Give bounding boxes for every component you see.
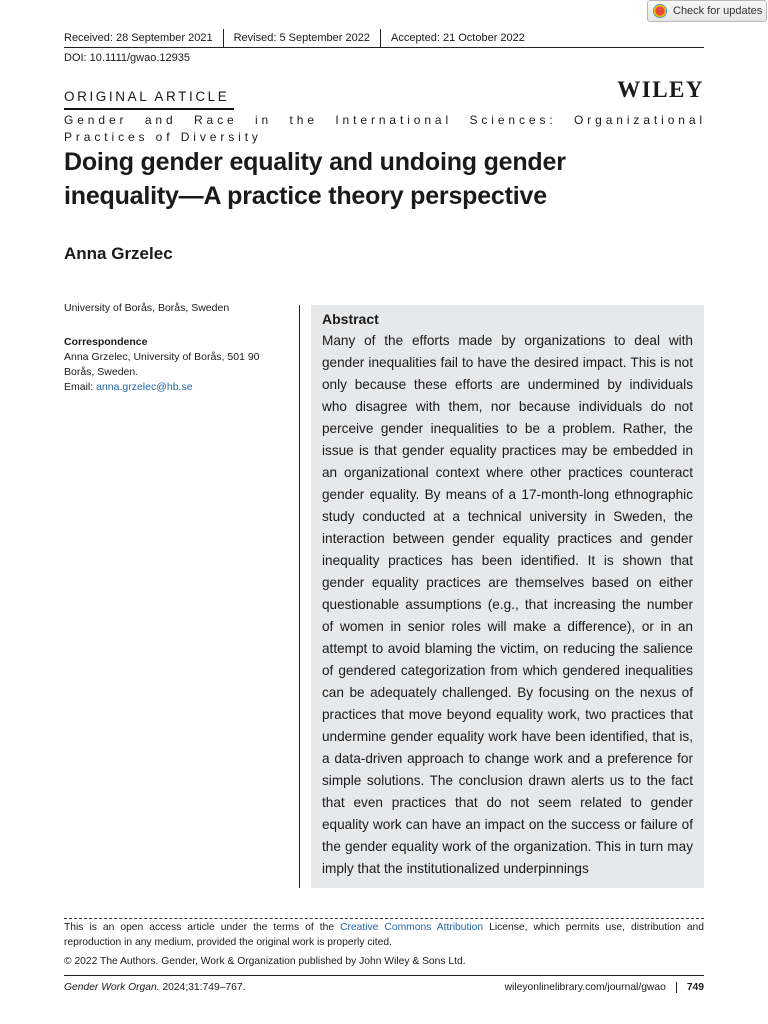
doi: DOI: 10.1111/gwao.12935 (64, 52, 190, 64)
received-date: Received: 28 September 2021 (64, 32, 213, 44)
correspondence-heading: Correspondence (64, 336, 148, 348)
license-after: License, which permits use, distribution and reproduction in any medium, provided the original work is properly cited. (64, 922, 704, 948)
license-divider (64, 918, 704, 919)
footer-citation (64, 982, 245, 993)
article-title (64, 145, 684, 213)
journal-abbrev: Gender Work Organ. (64, 982, 160, 993)
citation-info: 2024;31:749–767. (159, 982, 246, 993)
crossmark-icon (653, 4, 667, 18)
affiliation: University of Borås, Borås, Sweden (64, 302, 230, 314)
footer-divider (64, 975, 704, 976)
correspondence (64, 335, 284, 395)
license-before: This is an open access article under the terms of the (64, 922, 341, 933)
title-line-2: inequality—A practice theory perspective (64, 182, 547, 210)
publisher-logo: WILEY (617, 77, 704, 102)
abstract-divider (299, 305, 300, 888)
abstract-heading: Abstract (322, 311, 379, 327)
correspondence-email-row (64, 380, 284, 395)
abstract-box (311, 305, 704, 888)
article-dates (64, 29, 535, 47)
article-type: ORIGINAL ARTICLE (64, 89, 230, 104)
special-issue: Gender and Race in the International Sciences: Organizational Practices of Diversity (64, 113, 706, 144)
email-link[interactable]: anna.grzelec@hb.se (96, 381, 193, 393)
correspondence-line-2: Borås, Sweden. (64, 366, 139, 378)
article-type-underline (64, 108, 234, 110)
revised-date: Revised: 5 September 2022 (223, 29, 380, 47)
correspondence-line-1: Anna Grzelec, University of Borås, 501 90 (64, 351, 260, 363)
accepted-date: Accepted: 21 October 2022 (380, 29, 535, 47)
check-for-updates-label: Check for updates (673, 5, 763, 17)
check-for-updates-badge[interactable] (647, 0, 767, 22)
page-number: 749 (676, 982, 704, 993)
journal-url[interactable]: wileyonlinelibrary.com/journal/gwao (504, 982, 666, 993)
author-name: Anna Grzelec (64, 244, 173, 263)
title-line-1: Doing gender equality and undoing gender (64, 148, 566, 176)
creative-commons-link[interactable]: Creative Commons Attribution (340, 922, 484, 933)
license-text (64, 921, 704, 950)
footer-right (505, 982, 704, 993)
copyright: © 2022 The Authors. Gender, Work & Organization published by John Wiley & Sons Ltd. (64, 956, 466, 967)
header-divider (64, 47, 704, 48)
email-label: Email: (64, 381, 97, 393)
abstract-text: Many of the efforts made by organizations to deal with gender inequalities fail to have the desired impact. This is not only because these efforts are undermined by individuals who disagree with them, nor because individuals do not perceive gender inequalities to be a problem. Rather, the issue is that gender equality practices may be embedded in an organizational context where other practices counteract gender equality. By means of a 17-month-long ethnographic study conducted at a technical university in Sweden, the interaction between gender equality practices and gender inequality practices has been identified. It is shown that gender equality practices are themselves based on either questionable assumptions (e.g., that increasing the number of women in senior roles will make a difference), or in an attempt to avoid blaming the victim, on reducing the salience of gendered categorization from which gendered inequalities can be adequately challenged. By focusing on the nexus of practices that move beyond equality work, two practices that undermine gender equality work have been identified, that is, a data-driven approach to change work and a preference for simple solutions. The conclusion drawn alerts us to the fact that even practices that do not seem related to gender equality work can have an impact on the success or failure of the gender equality work of the organization. This in turn may imply that the institutionalized underpinnings (322, 333, 693, 876)
